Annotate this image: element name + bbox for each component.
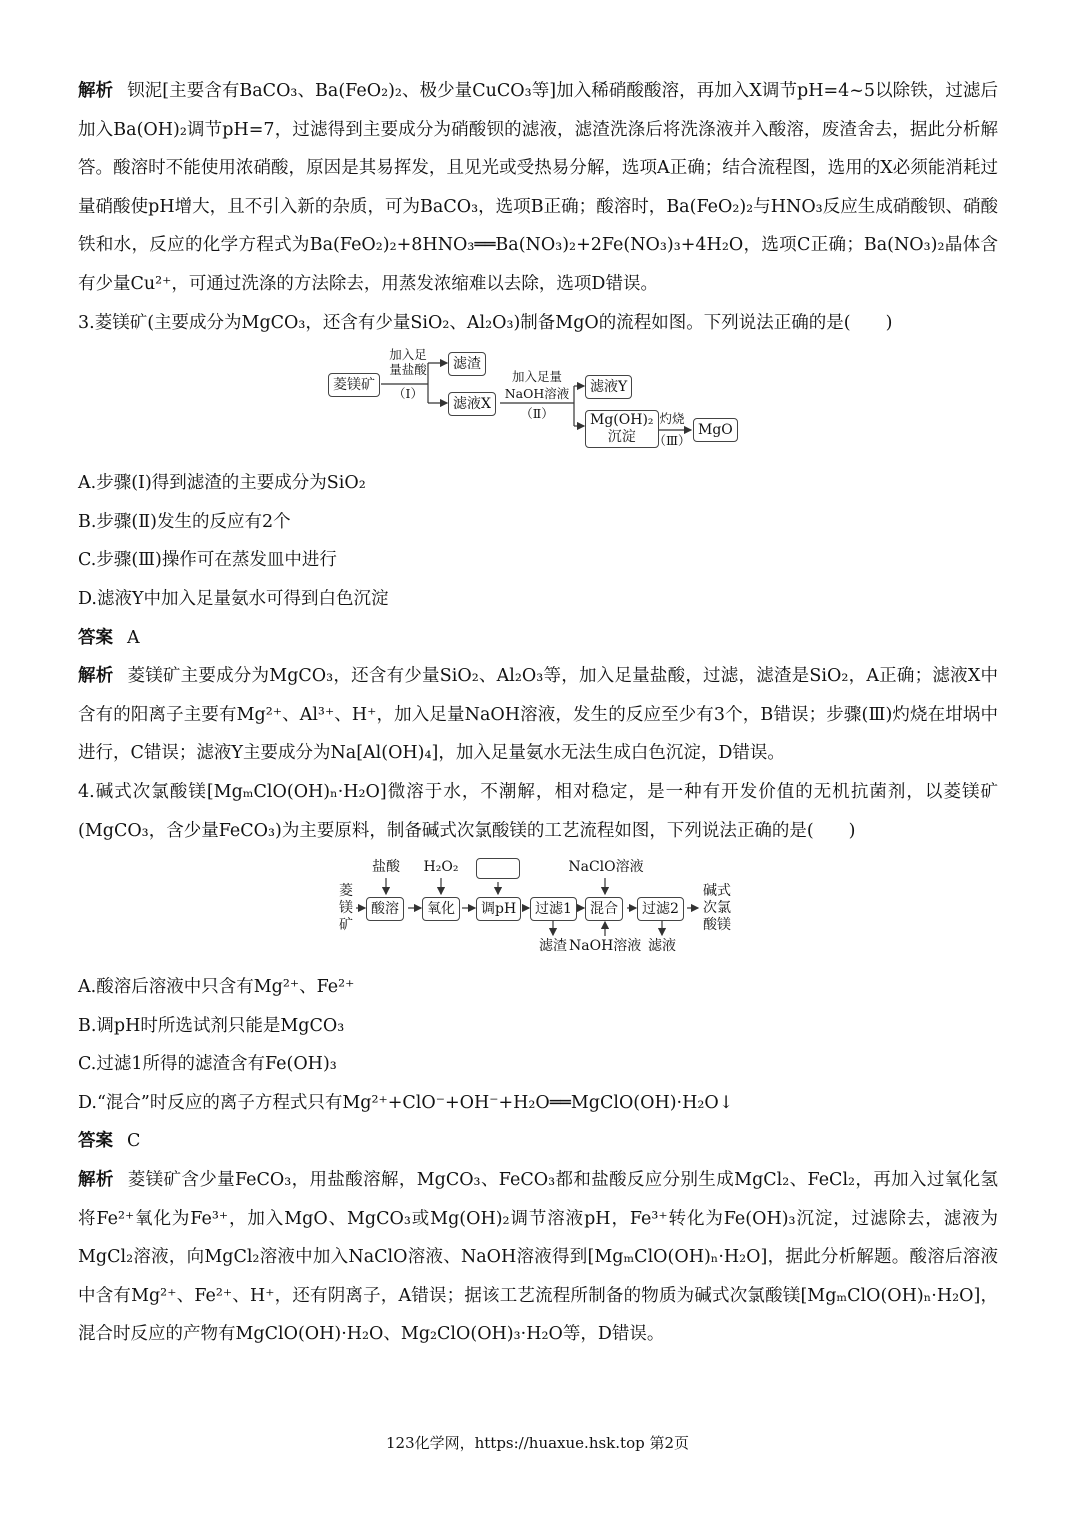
analysis-label: 解析 (78, 1170, 114, 1191)
q3-option-b: B.步骤(Ⅱ)发生的反应有2个 (78, 511, 291, 532)
q4-raw-2: 镁 (339, 900, 353, 917)
q4-flow-diagram (338, 858, 738, 964)
q3-step2-label-num: （Ⅱ） (520, 406, 554, 422)
q4-option-a: A.酸溶后溶液中只含有Mg²⁺、Fe²⁺ (78, 977, 355, 998)
q3-precip-line2: 沉淀 (607, 429, 636, 446)
q3-box-filtrate-x: 滤液X (448, 392, 496, 416)
q3-box-precipitate (585, 410, 659, 448)
q3-step1-label-num: （Ⅰ） (393, 386, 423, 402)
q4-product-1: 碱式 (703, 883, 731, 900)
q4-product-3: 酸镁 (703, 917, 731, 934)
q3-stem: 3.菱镁矿(主要成分为MgCO₃，还含有少量SiO₂、Al₂O₃)制备MgO的流程如图。下列说法正确的是( ) (78, 312, 893, 333)
analysis-text: 菱镁矿主要成分为MgCO₃，还含有少量SiO₂、Al₂O₃等，加入足量盐酸，过滤，滤渣是SiO₂，A正确；滤液X中含有的阳离子主要有Mg²⁺、Al³⁺、H⁺，加入足量NaOH溶液，发生的反应至少有3个，B错误；步骤(Ⅲ)灼烧在坩埚中进行，C错误；滤液Y主要成分为Na[Al(OH)₄]，加入足量氨水无法生成白色沉淀，D错误。 (78, 666, 999, 764)
q4-product-2: 次氯 (703, 900, 731, 917)
q4-option-c: C.过滤1所得的滤渣含有Fe(OH)₃ (78, 1054, 337, 1075)
q2-analysis (78, 72, 998, 304)
q3-option-d: D.滤液Y中加入足量氨水可得到白色沉淀 (78, 588, 389, 609)
answer-value: C (127, 1131, 141, 1152)
q3-precip-line1: Mg(OH)₂ (590, 412, 654, 429)
q4-options (78, 968, 998, 1122)
q4-input-blank-box (476, 858, 520, 879)
q3-option-c: C.步骤(Ⅲ)操作可在蒸发皿中进行 (78, 550, 337, 571)
q4-step-mix: 混合 (585, 897, 623, 921)
q3-flow-diagram (328, 348, 748, 460)
answer-label: 答案 (78, 627, 113, 648)
q3-step1-label-mid: 量盐酸 (389, 362, 427, 378)
q4-raw-1: 菱 (339, 883, 353, 900)
page-content (78, 72, 998, 1354)
q4-stem: 4.碱式次氯酸镁[MgₘClO(OH)ₙ·H₂O]微溶于水，不潮解，相对稳定，是一种有开发价值的无机抗菌剂，以菱镁矿(MgCO₃，含少量FeCO₃)为主要原料，制备碱式次氯酸镁的工艺流程如图，下列说法正确的是( ) (78, 781, 998, 841)
q4-step-adjust-ph: 调pH (476, 897, 521, 921)
analysis-text: 菱镁矿含少量FeCO₃，用盐酸溶解，MgCO₃、FeCO₃都和盐酸反应分别生成MgCl₂、FeCl₂，再加入过氧化氢将Fe²⁺氧化为Fe³⁺，加入MgO、MgCO₃或Mg(OH)₂调节溶液pH，Fe³⁺转化为Fe(OH)₃沉淀，过滤除去，滤液为MgCl₂溶液，向MgCl₂溶液中加入NaClO溶液、NaOH溶液得到[MgₘClO(OH)ₙ·H₂O]，据此分析解题。酸溶后溶液中含有Mg²⁺、Fe²⁺、H⁺，还有阴离子，A错误；据该工艺流程所制备的物质为碱式次氯酸镁[MgₘClO(OH)ₙ·H₂O]，混合时反应的产物有MgClO(OH)·H₂O、Mg₂ClO(OH)₃·H₂O等，D错误。 (78, 1170, 998, 1345)
q4-output-filtrate: 滤液 (648, 938, 676, 955)
q4-raw-3: 矿 (339, 917, 353, 934)
q4-input-naoh: NaOH溶液 (569, 938, 642, 955)
q3-step3-label-num: （Ⅲ） (653, 433, 691, 449)
q4-step-filter-2: 过滤2 (637, 897, 684, 921)
q4-input-h2o2: H₂O₂ (423, 859, 459, 876)
q4-input-naclo: NaClO溶液 (568, 859, 644, 876)
q3-step1-label-top: 加入足 (389, 347, 427, 363)
q3-option-a: A.步骤(Ⅰ)得到滤渣的主要成分为SiO₂ (78, 473, 366, 494)
q3-options (78, 464, 998, 618)
q3-step2-label-mid: NaOH溶液 (504, 386, 570, 402)
q4-step-acid-dissolve: 酸溶 (366, 897, 404, 921)
q4-step-oxidize: 氧化 (422, 897, 460, 921)
q3-step2-label-top: 加入足量 (511, 369, 562, 385)
q3-box-filtrate-y: 滤液Y (585, 375, 632, 399)
q3-box-residue: 滤渣 (448, 352, 486, 376)
q4-answer (78, 1122, 998, 1161)
q4-output-residue: 滤渣 (539, 938, 567, 955)
q3-box-product: MgO (693, 418, 738, 442)
q3-answer (78, 619, 998, 658)
q4-option-b: B.调pH时所选试剂只能是MgCO₃ (78, 1015, 345, 1036)
q3-box-start: 菱镁矿 (328, 373, 380, 397)
q4-option-d: D.“混合”时反应的离子方程式只有Mg²⁺+ClO⁻+OH⁻+H₂O══MgClO(OH)·H₂O↓ (78, 1092, 734, 1113)
answer-label: 答案 (78, 1131, 113, 1152)
page-footer: 123化学网，https://huaxue.hsk.top 第2页 (385, 1434, 690, 1452)
q3-step3-label-top: 灼烧 (659, 411, 685, 427)
q4-step-filter-1: 过滤1 (530, 897, 577, 921)
q4-input-hcl: 盐酸 (372, 859, 400, 876)
analysis-label: 解析 (78, 666, 114, 687)
analysis-text: 钡泥[主要含有BaCO₃、Ba(FeO₂)₂、极少量CuCO₃等]加入稀硝酸酸溶，再加入X调节pH=4~5以除铁，过滤后加入Ba(OH)₂调节pH=7，过滤得到主要成分为硝酸钡的滤液，滤渣洗涤后将洗涤液并入酸溶，废渣舍去，据此分析解答。酸溶时不能使用浓硝酸，原因是其易挥发，且见光或受热易分解，选项A正确；结合流程图，选用的X必须能消耗过量硝酸使pH增大，且不引入新的杂质，可为BaCO₃，选项B正确；酸溶时，Ba(FeO₂)₂与HNO₃反应生成硝酸钡、硝酸铁和水，反应的化学方程式为Ba(FeO₂)₂+8HNO₃══Ba(NO₃)₂+2Fe(NO₃)₃+4H₂O，选项C正确；Ba(NO₃)₂晶体含有少量Cu²⁺，可通过洗涤的方法除去，用蒸发浓缩难以去除，选项D错误。 (78, 81, 998, 294)
q3-analysis (78, 657, 998, 773)
answer-value: A (127, 627, 140, 648)
q4-analysis (78, 1161, 998, 1354)
analysis-label: 解析 (78, 81, 114, 101)
